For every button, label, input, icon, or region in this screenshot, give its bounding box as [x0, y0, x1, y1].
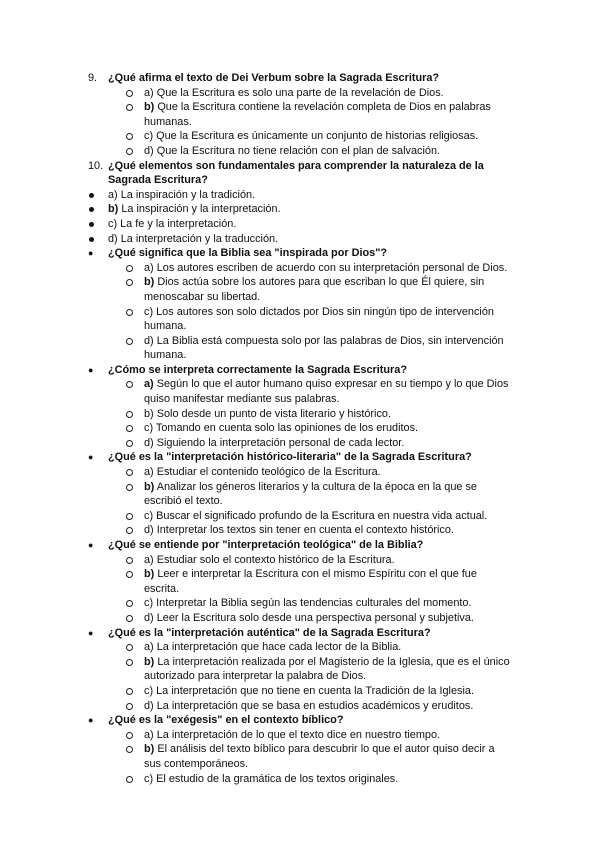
- circle-bullet-icon: [126, 440, 133, 447]
- option-letter: d): [108, 232, 118, 245]
- question-item: [0, 538, 600, 553]
- option-letter: c): [108, 217, 118, 230]
- option-text: Siguiendo la interpretación personal de cada lector.: [156, 436, 405, 449]
- answer-option: [0, 480, 600, 509]
- question-text: ¿Qué es la "interpretación histórico-literaria" de la Sagrada Escritura?: [108, 451, 472, 464]
- answer-option: [0, 305, 600, 334]
- option-text: La inspiración y la tradición.: [120, 188, 256, 201]
- answer-option: [0, 465, 600, 480]
- question-list: [0, 71, 600, 786]
- circle-bullet-icon: [126, 776, 133, 783]
- option-text: Estudiar el contenido teológico de la Escritura.: [156, 466, 381, 479]
- option-text: Dios actúa sobre los autores para que escriban lo que Él quiere, sin menoscabar su libertad.: [144, 276, 485, 303]
- circle-bullet-icon: [126, 644, 133, 651]
- option-text: Que la Escritura es únicamente un conjunto de historias religiosas.: [156, 130, 479, 143]
- option-letter: c): [144, 130, 154, 143]
- answer-option: [0, 217, 600, 232]
- option-text: La interpretación y la traducción.: [120, 232, 279, 245]
- answer-option: [0, 436, 600, 451]
- question-item: [0, 246, 600, 261]
- answer-option: [0, 421, 600, 436]
- answer-option: [0, 728, 600, 743]
- answer-option: [0, 407, 600, 422]
- question-item: [0, 71, 600, 86]
- question-text: ¿Qué se entiende por "interpretación teológica" de la Biblia?: [108, 539, 424, 551]
- circle-bullet-icon: [126, 571, 133, 578]
- question-text: ¿Cómo se interpreta correctamente la Sagrada Escritura?: [108, 363, 407, 376]
- answer-option: [0, 377, 600, 406]
- option-letter: a): [144, 261, 154, 274]
- option-text: Según lo que el autor humano quiso expresar en su tiempo y lo que Dios quiso manifestar mediante sus palabras.: [144, 378, 509, 406]
- option-letter: b): [108, 203, 119, 216]
- question-text: ¿Qué afirma el texto de Dei Verbum sobre la Sagrada Escritura?: [108, 72, 440, 84]
- circle-bullet-icon: [126, 557, 133, 564]
- answer-option: [0, 611, 600, 626]
- answer-option: [0, 129, 600, 144]
- answer-option: [0, 684, 600, 699]
- question-item: [0, 626, 600, 641]
- question-number: 9.: [88, 72, 98, 84]
- bullet-icon: ●: [88, 627, 94, 638]
- circle-bullet-icon: [126, 411, 133, 418]
- option-letter: a): [144, 466, 154, 479]
- circle-bullet-icon: [126, 265, 133, 272]
- option-letter: a): [144, 378, 154, 391]
- bullet-icon: [89, 193, 94, 198]
- option-letter: b): [144, 276, 155, 289]
- circle-bullet-icon: [126, 104, 133, 111]
- answer-option: [0, 202, 600, 217]
- answer-option: [0, 261, 600, 276]
- option-letter: c): [144, 422, 154, 435]
- circle-bullet-icon: [126, 659, 133, 666]
- question-item: [0, 363, 600, 378]
- answer-option: [0, 86, 600, 101]
- option-text: Los autores son solo dictados por Dios sin ningún tipo de intervención humana.: [144, 305, 494, 333]
- answer-option: [0, 509, 600, 524]
- option-text: La inspiración y la interpretación.: [121, 203, 281, 216]
- answer-option: [0, 232, 600, 247]
- option-text: La Biblia está compuesta solo por las palabras de Dios, sin intervención humana.: [144, 334, 504, 362]
- option-letter: a): [108, 188, 118, 201]
- question-text: ¿Qué es la "interpretación auténtica" de la Sagrada Escritura?: [108, 626, 431, 639]
- question-item: [0, 159, 600, 188]
- option-letter: c): [144, 597, 154, 610]
- option-letter: d): [144, 524, 154, 537]
- question-text: ¿Qué significa que la Biblia sea "inspirada por Dios"?: [108, 247, 388, 260]
- answer-option: [0, 567, 600, 596]
- question-text: ¿Qué elementos son fundamentales para comprender la naturaleza de la Sagrada Escritura?: [108, 159, 484, 187]
- option-text: Que la Escritura es solo una parte de la revelación de Dios.: [156, 86, 444, 99]
- option-letter: c): [144, 772, 154, 785]
- circle-bullet-icon: [126, 133, 133, 140]
- circle-bullet-icon: [126, 338, 133, 345]
- answer-option: [0, 699, 600, 714]
- answer-option: [0, 553, 600, 568]
- bullet-icon: [89, 237, 94, 242]
- circle-bullet-icon: [126, 615, 133, 622]
- option-letter: b): [144, 655, 155, 668]
- bullet-icon: [89, 222, 94, 227]
- option-letter: d): [144, 699, 154, 712]
- option-letter: b): [144, 743, 155, 756]
- option-letter: c): [144, 305, 154, 318]
- option-text: La interpretación que hace cada lector de la Biblia.: [156, 641, 402, 654]
- option-letter: a): [144, 728, 154, 741]
- option-text: Que la Escritura contiene la revelación completa de Dios en palabras humanas.: [144, 101, 491, 128]
- answer-option: [0, 640, 600, 655]
- circle-bullet-icon: [126, 469, 133, 476]
- circle-bullet-icon: [126, 513, 133, 520]
- option-letter: a): [144, 641, 154, 654]
- answer-option: [0, 655, 600, 684]
- option-text: La interpretación que se basa en estudios académicos y eruditos.: [156, 699, 474, 712]
- bullet-icon: ●: [88, 715, 94, 726]
- option-text: Que la Escritura no tiene relación con el plan de salvación.: [156, 144, 441, 157]
- option-letter: b): [144, 568, 155, 581]
- option-text: La interpretación de lo que el texto dice en nuestro tiempo.: [156, 728, 441, 741]
- answer-option: [0, 742, 600, 771]
- option-letter: d): [144, 436, 154, 449]
- circle-bullet-icon: [126, 703, 133, 710]
- circle-bullet-icon: [126, 527, 133, 534]
- option-letter: b): [144, 101, 155, 114]
- option-text: El estudio de la gramática de los textos originales.: [156, 772, 399, 785]
- bullet-icon: ●: [88, 248, 94, 259]
- option-text: La interpretación realizada por el Magisterio de la Iglesia, que es el único autorizado para interpretar la palabra de Dios.: [144, 655, 510, 683]
- question-item: [0, 713, 600, 728]
- question-number: 10.: [88, 159, 104, 172]
- option-text: Tomando en cuenta solo las opiniones de los eruditos.: [155, 422, 419, 435]
- bullet-icon: ●: [88, 452, 94, 463]
- question-text: ¿Qué es la "exégesis" en el contexto bíblico?: [108, 714, 344, 727]
- answer-option: [0, 596, 600, 611]
- option-letter: d): [144, 334, 154, 347]
- option-text: La fe y la interpretación.: [120, 217, 237, 230]
- option-letter: c): [144, 509, 154, 522]
- bullet-icon: ●: [88, 540, 94, 550]
- option-letter: b): [144, 480, 155, 493]
- bullet-icon: [89, 207, 94, 212]
- answer-option: [0, 144, 600, 159]
- circle-bullet-icon: [126, 90, 133, 97]
- circle-bullet-icon: [126, 746, 133, 753]
- circle-bullet-icon: [126, 309, 133, 316]
- option-letter: a): [144, 86, 154, 99]
- option-text: Leer e interpretar la Escritura con el mismo Espíritu con el que fue escrita.: [144, 568, 477, 595]
- circle-bullet-icon: [126, 688, 133, 695]
- option-text: Interpretar los textos sin tener en cuenta el contexto histórico.: [156, 524, 454, 537]
- option-text: Interpretar la Biblia según las tendencias culturales del momento.: [156, 597, 472, 610]
- answer-option: [0, 188, 600, 203]
- answer-option: [0, 523, 600, 538]
- circle-bullet-icon: [126, 279, 133, 286]
- circle-bullet-icon: [126, 425, 133, 432]
- answer-option: [0, 100, 600, 129]
- option-text: Los autores escriben de acuerdo con su interpretación personal de Dios.: [156, 261, 508, 274]
- option-letter: d): [144, 144, 154, 157]
- option-letter: c): [144, 684, 154, 697]
- option-letter: d): [144, 611, 154, 624]
- circle-bullet-icon: [126, 148, 133, 155]
- option-text: El análisis del texto bíblico para descubrir lo que el autor quiso decir a sus contemporáneos.: [144, 743, 495, 770]
- answer-option: [0, 275, 600, 304]
- answer-option: [0, 772, 600, 787]
- option-text: La interpretación que no tiene en cuenta la Tradición de la Iglesia.: [156, 684, 474, 697]
- question-item: [0, 450, 600, 465]
- bullet-icon: ●: [88, 364, 94, 375]
- option-text: Analizar los géneros literarios y la cultura de la época en la que se escribió el texto.: [144, 480, 477, 508]
- option-text: Estudiar solo el contexto histórico de la Escritura.: [156, 553, 395, 566]
- option-text: Solo desde un punto de vista literario y histórico.: [156, 407, 392, 420]
- circle-bullet-icon: [126, 484, 133, 491]
- answer-option: [0, 334, 600, 363]
- option-letter: a): [144, 553, 154, 566]
- option-text: Buscar el significado profundo de la Escritura en nuestra vida actual.: [156, 509, 488, 522]
- circle-bullet-icon: [126, 600, 133, 607]
- option-letter: b): [144, 407, 154, 420]
- circle-bullet-icon: [126, 732, 133, 739]
- option-text: Leer la Escritura solo desde una perspectiva personal y subjetiva.: [156, 611, 474, 624]
- circle-bullet-icon: [126, 381, 133, 388]
